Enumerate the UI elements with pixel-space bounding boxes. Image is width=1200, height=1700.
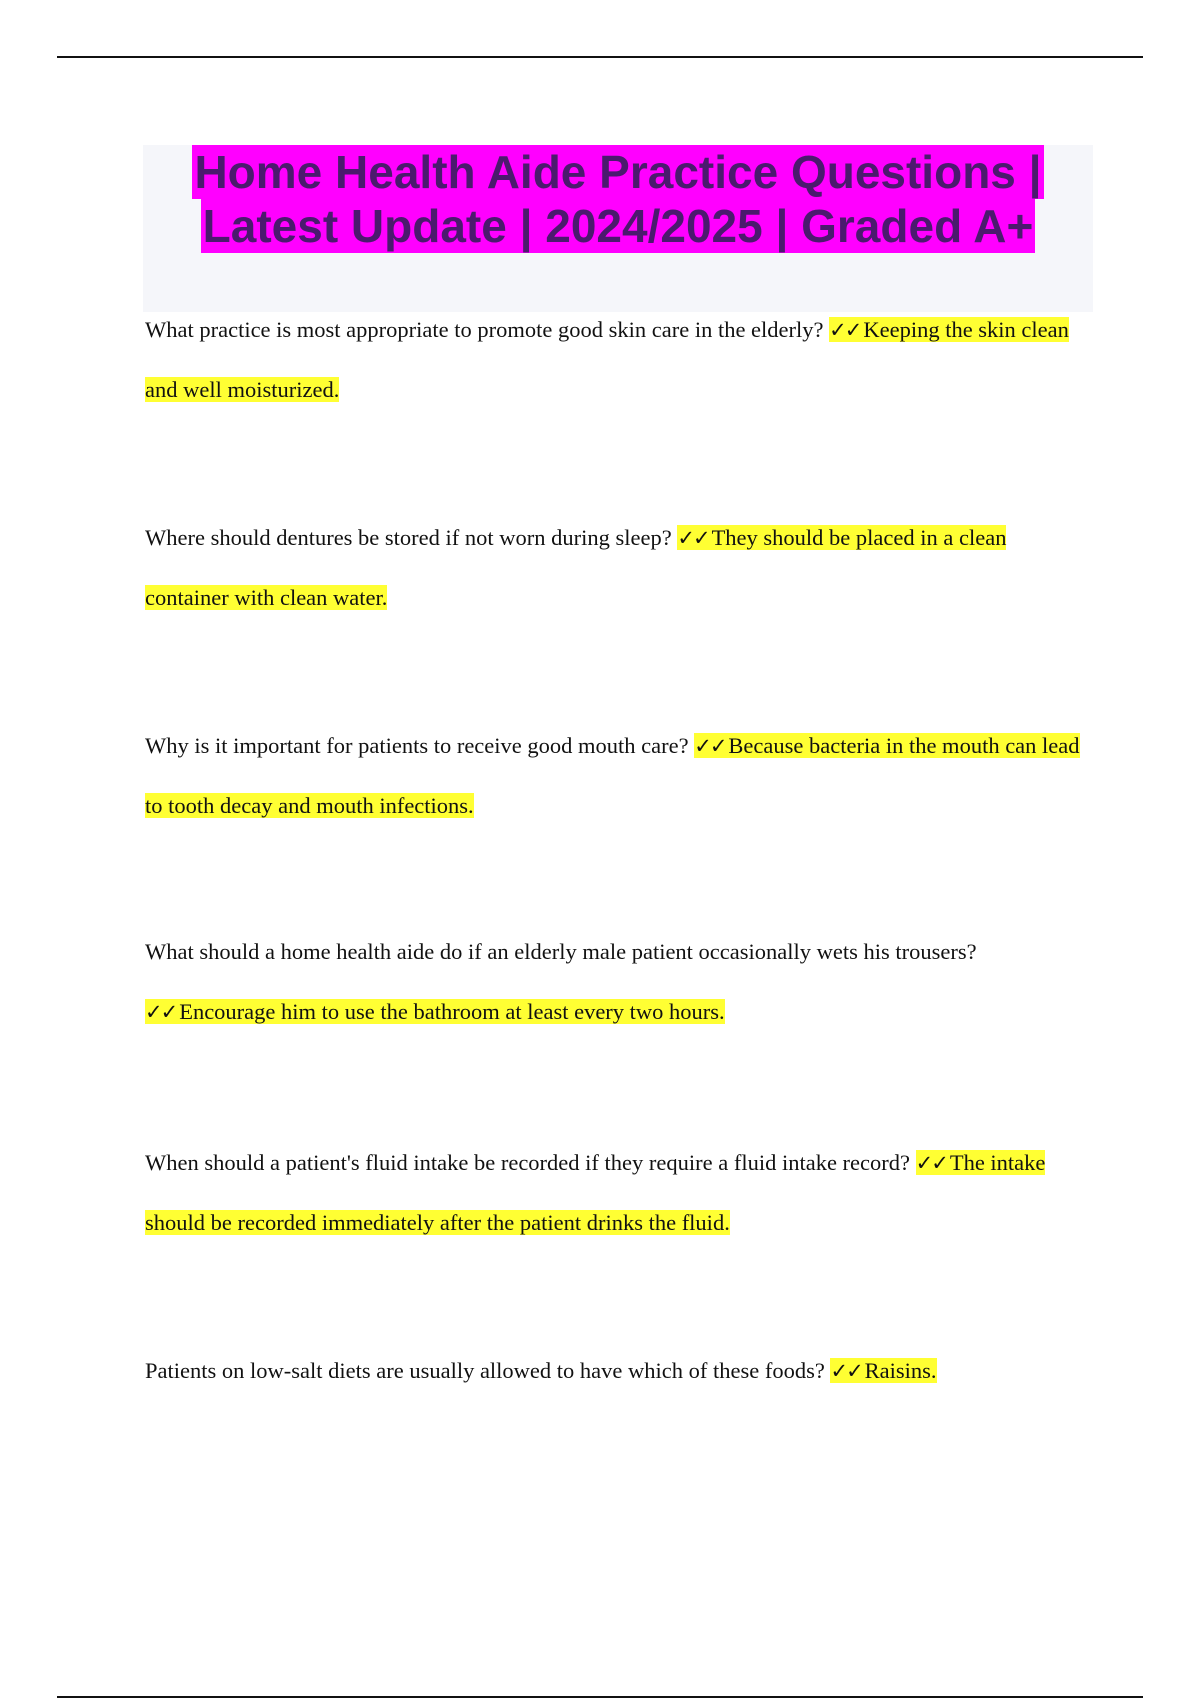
question-text: Why is it important for patients to receive good mouth care? bbox=[145, 733, 689, 758]
question-text: Where should dentures be stored if not worn during sleep? bbox=[145, 525, 672, 550]
qa-item-2 bbox=[145, 508, 1095, 628]
answer-text: Raisins. bbox=[864, 1358, 937, 1383]
qa-item-6 bbox=[145, 1341, 1095, 1401]
header-rule bbox=[57, 56, 1143, 58]
answer-highlight bbox=[830, 1358, 936, 1383]
question-text: What practice is most appropriate to promote good skin care in the elderly? bbox=[145, 317, 824, 342]
answer-text: Encourage him to use the bathroom at least every two hours. bbox=[179, 999, 725, 1024]
title-banner bbox=[143, 145, 1093, 312]
footer-rule bbox=[57, 1696, 1143, 1698]
question-text: What should a home health aide do if an elderly male patient occasionally wets his trousers? bbox=[145, 939, 977, 964]
title-line-1: Home Health Aide Practice Questions | bbox=[194, 146, 1042, 198]
title-line-2: Latest Update | 2024/2025 | Graded A+ bbox=[202, 200, 1034, 252]
double-check-icon: ✓✓ bbox=[830, 1359, 862, 1383]
qa-item-4 bbox=[145, 922, 1095, 1042]
document-title bbox=[143, 145, 1093, 253]
qa-item-1 bbox=[145, 300, 1095, 420]
double-check-icon: ✓✓ bbox=[829, 318, 861, 342]
answer-text: They should be placed in a clean container with clean water. bbox=[145, 525, 1007, 610]
answer-text: The intake should be recorded immediately after the patient drinks the fluid. bbox=[145, 1150, 1046, 1235]
question-text: Patients on low-salt diets are usually allowed to have which of these foods? bbox=[145, 1358, 825, 1383]
answer-text: Keeping the skin clean and well moisturized. bbox=[145, 317, 1069, 402]
question-text: When should a patient's fluid intake be recorded if they require a fluid intake record? bbox=[145, 1150, 910, 1175]
answer-highlight bbox=[145, 999, 725, 1024]
double-check-icon: ✓✓ bbox=[145, 1000, 177, 1024]
qa-item-3 bbox=[145, 716, 1095, 836]
double-check-icon: ✓✓ bbox=[915, 1151, 947, 1175]
double-check-icon: ✓✓ bbox=[694, 734, 726, 758]
answer-text: Because bacteria in the mouth can lead to tooth decay and mouth infections. bbox=[145, 733, 1080, 818]
double-check-icon: ✓✓ bbox=[677, 526, 709, 550]
qa-item-5 bbox=[145, 1133, 1095, 1253]
